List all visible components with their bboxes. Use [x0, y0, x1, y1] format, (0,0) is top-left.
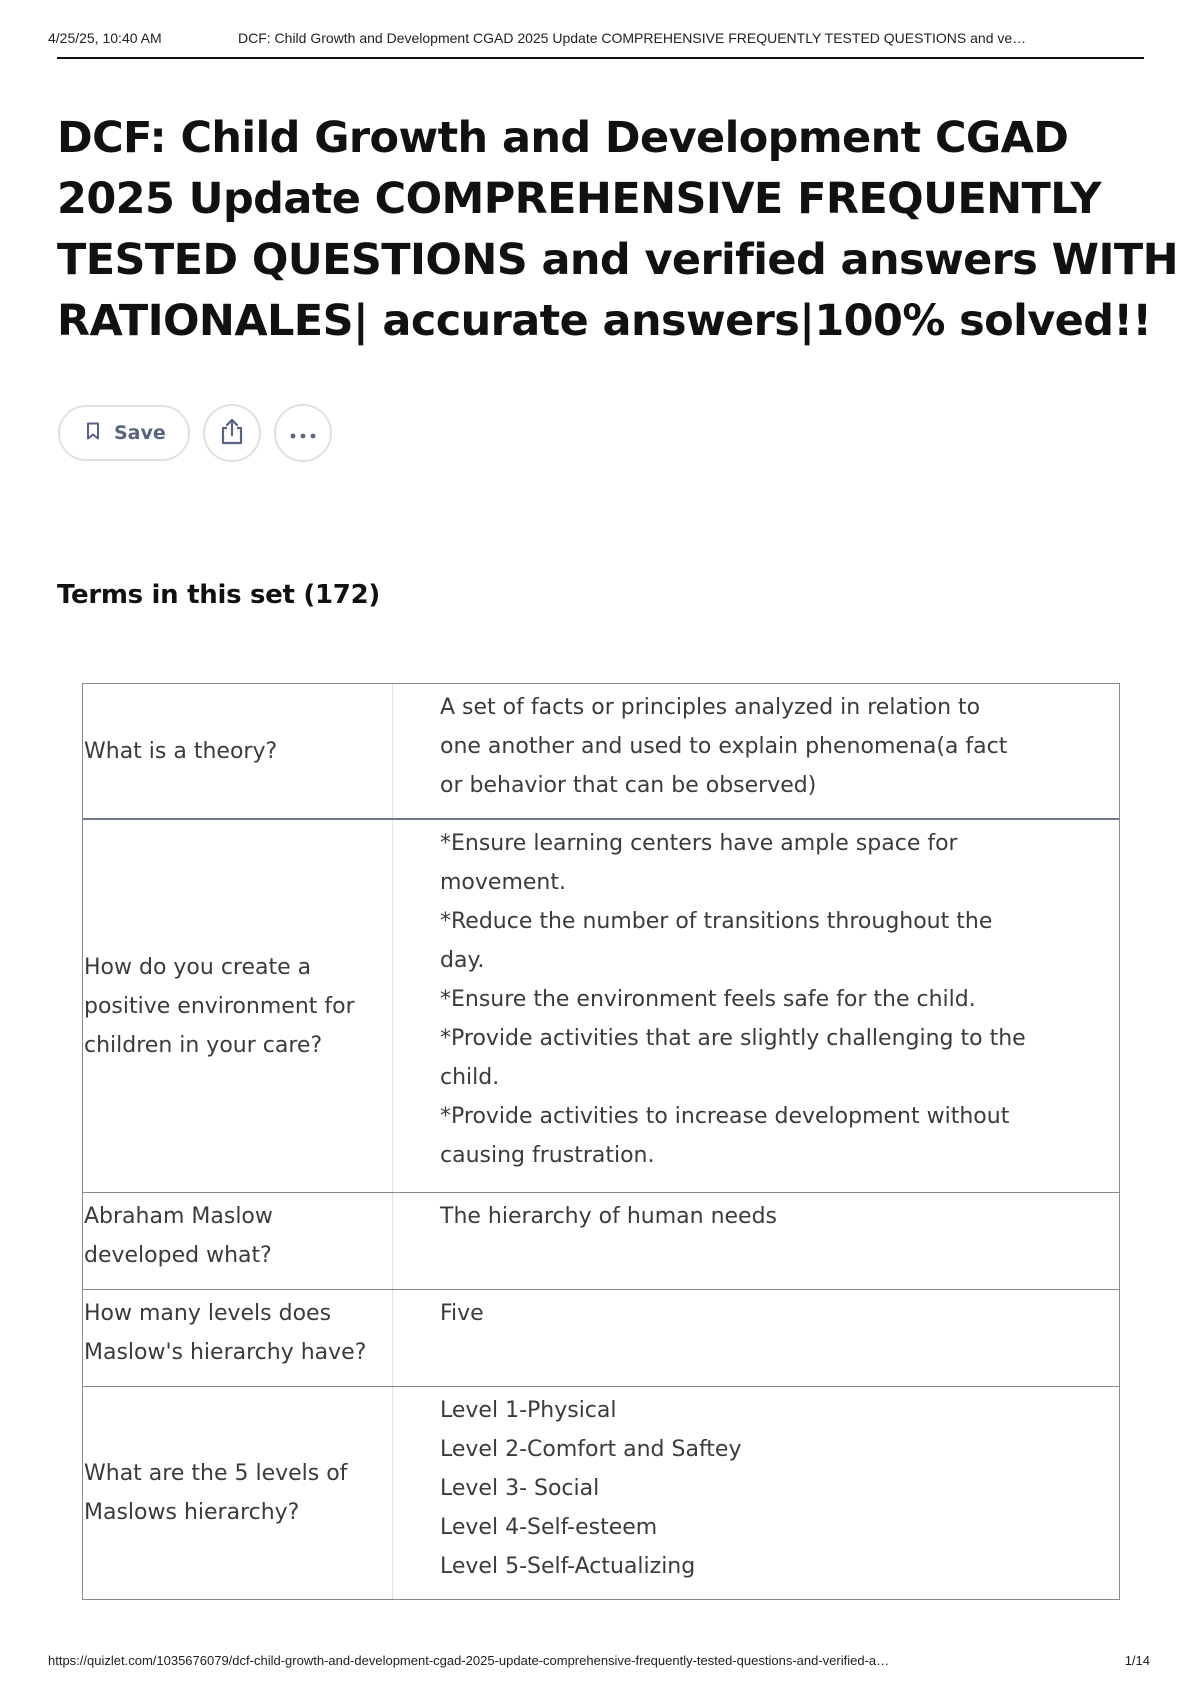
print-document-title: DCF: Child Growth and Development CGAD 2025 Update COMPREHENSIVE FREQUENTLY TESTED QUESTIONS and ve…	[238, 30, 1027, 46]
term-text: positive environment for	[84, 993, 355, 1019]
definition-text: Five	[440, 1301, 484, 1326]
term-cell	[83, 684, 393, 818]
terms-table	[82, 683, 1120, 1600]
definition-cell	[393, 1193, 1119, 1289]
page-title	[57, 108, 1178, 352]
print-date: 4/25/25, 10:40 AM	[48, 30, 162, 46]
footer-url: https://quizlet.com/1035676079/dcf-child-growth-and-development-cgad-2025-update-comprehensive-frequently-tested-questions-and-verified-a…	[48, 1653, 890, 1668]
term-text: What are the 5 levels of	[84, 1461, 348, 1486]
more-options-button[interactable]	[274, 404, 332, 462]
term-cell	[83, 1387, 393, 1599]
definition-text: *Reduce the number of transitions throughout the	[440, 909, 993, 934]
table-row	[83, 1386, 1119, 1599]
definition-text: Level 5-Self-Actualizing	[440, 1554, 696, 1579]
page-title-line: TESTED QUESTIONS and verified answers WITH	[57, 235, 1178, 285]
table-row	[83, 684, 1119, 818]
page-title-line: RATIONALES| accurate answers|100% solved!!	[57, 296, 1152, 346]
definition-text: *Provide activities to increase development without	[440, 1104, 1010, 1129]
definition-text: The hierarchy of human needs	[440, 1204, 778, 1229]
term-text: children in your care?	[84, 1032, 323, 1058]
definition-cell	[393, 684, 1119, 818]
definition-text: *Ensure learning centers have ample space for	[440, 831, 958, 856]
page-number: 1/14	[1124, 1653, 1150, 1668]
definition-text: day.	[440, 948, 485, 973]
definition-text: *Ensure the environment feels safe for the child.	[440, 987, 976, 1012]
page-title-line: 2025 Update COMPREHENSIVE FREQUENTLY	[57, 174, 1101, 224]
definition-cell	[393, 1290, 1119, 1386]
save-button[interactable]	[58, 405, 190, 461]
term-text: Maslow's hierarchy have?	[84, 1340, 367, 1365]
page-title-line: DCF: Child Growth and Development CGAD	[57, 113, 1069, 163]
table-row	[83, 1289, 1119, 1386]
term-text: Abraham Maslow	[84, 1204, 273, 1229]
definition-text: Level 4-Self-esteem	[440, 1515, 658, 1540]
term-cell	[83, 1193, 393, 1289]
definition-text: one another and used to explain phenomena(a fact	[440, 734, 1008, 759]
term-text: What is a theory?	[84, 738, 278, 764]
table-row	[83, 1192, 1119, 1289]
share-icon	[219, 417, 245, 449]
definition-text: causing frustration.	[440, 1143, 655, 1168]
definition-text: *Provide activities that are slightly challenging to the	[440, 1026, 1026, 1051]
definition-text: Level 1-Physical	[440, 1398, 617, 1423]
bookmark-icon	[86, 422, 100, 445]
term-text: Maslows hierarchy?	[84, 1500, 300, 1525]
save-label: Save	[114, 422, 166, 444]
table-row	[83, 818, 1119, 1192]
definition-cell	[393, 820, 1119, 1192]
set-actions	[58, 404, 332, 462]
term-cell	[83, 820, 393, 1192]
definition-cell	[393, 1387, 1119, 1599]
definition-text: A set of facts or principles analyzed in relation to	[440, 695, 981, 720]
definition-text: movement.	[440, 870, 566, 895]
more-icon	[289, 424, 317, 443]
share-button[interactable]	[203, 404, 261, 462]
definition-text: or behavior that can be observed)	[440, 773, 817, 798]
definition-text: Level 2-Comfort and Saftey	[440, 1437, 742, 1462]
definition-text: child.	[440, 1065, 500, 1090]
term-text: developed what?	[84, 1243, 272, 1268]
term-text: How many levels does	[84, 1301, 332, 1326]
term-cell	[83, 1290, 393, 1386]
term-text: How do you create a	[84, 954, 312, 980]
definition-text: Level 3- Social	[440, 1476, 600, 1501]
terms-heading: Terms in this set (172)	[57, 580, 380, 610]
header-divider	[57, 57, 1144, 59]
